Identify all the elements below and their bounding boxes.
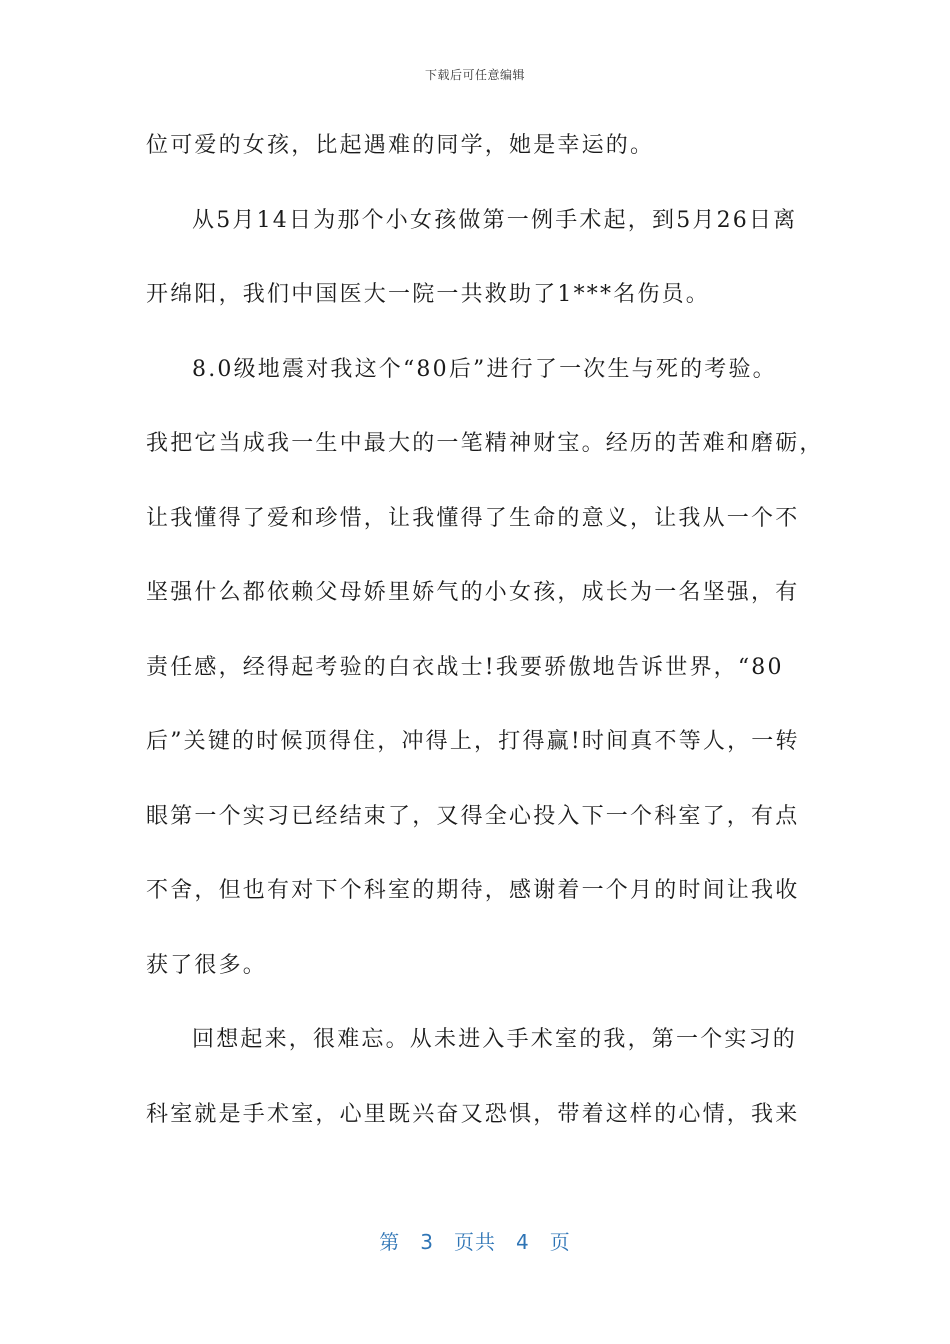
current-page-number: 3 — [420, 1230, 434, 1254]
text-line: 位可爱的女孩，比起遇难的同学，她是幸运的。 — [146, 133, 655, 158]
text-line: 8.0级地震对我这个“80后”进行了一次生与死的考验。 — [192, 356, 777, 382]
text-line: 不舍，但也有对下个科室的期待，感谢着一个月的时间让我收 — [146, 878, 800, 903]
page-label-mid: 页共 — [454, 1230, 496, 1254]
page-label-suffix: 页 — [549, 1230, 571, 1254]
total-pages-number: 4 — [516, 1230, 530, 1254]
page-footer — [0, 1226, 950, 1255]
text-line: 让我懂得了爱和珍惜，让我懂得了生命的意义，让我从一个不 — [146, 505, 800, 531]
text-line: 责任感，经得起考验的白衣战士!我要骄傲地告诉世界，“80 — [146, 654, 784, 680]
text-line: 眼第一个实习已经结束了，又得全心投入下一个科室了，有点 — [146, 803, 800, 829]
text-line: 后”关键的时候顶得住，冲得上，打得赢!时间真不等人，一转 — [146, 729, 800, 754]
text-line: 坚强什么都依赖父母娇里娇气的小女孩，成长为一名坚强，有 — [146, 580, 800, 605]
page-label-prefix: 第 — [379, 1230, 401, 1254]
text-line: 我把它当成我一生中最大的一笔精神财宝。经历的苦难和磨砺， — [146, 431, 824, 456]
text-line: 回想起来，很难忘。从未进入手术室的我，第一个实习的 — [192, 1027, 798, 1052]
page-header: 下载后可任意编辑 — [424, 68, 525, 82]
text-line: 从5月14日为那个小女孩做第一例手术起，到5月26日离 — [192, 207, 798, 233]
document-body — [146, 123, 824, 1166]
text-line: 获了很多。 — [146, 952, 268, 978]
text-line: 开绵阳，我们中国医大一院一共救助了1***名伤员。 — [146, 282, 710, 307]
text-line: 科室就是手术室，心里既兴奋又恐惧，带着这样的心情，我来 — [146, 1101, 800, 1127]
